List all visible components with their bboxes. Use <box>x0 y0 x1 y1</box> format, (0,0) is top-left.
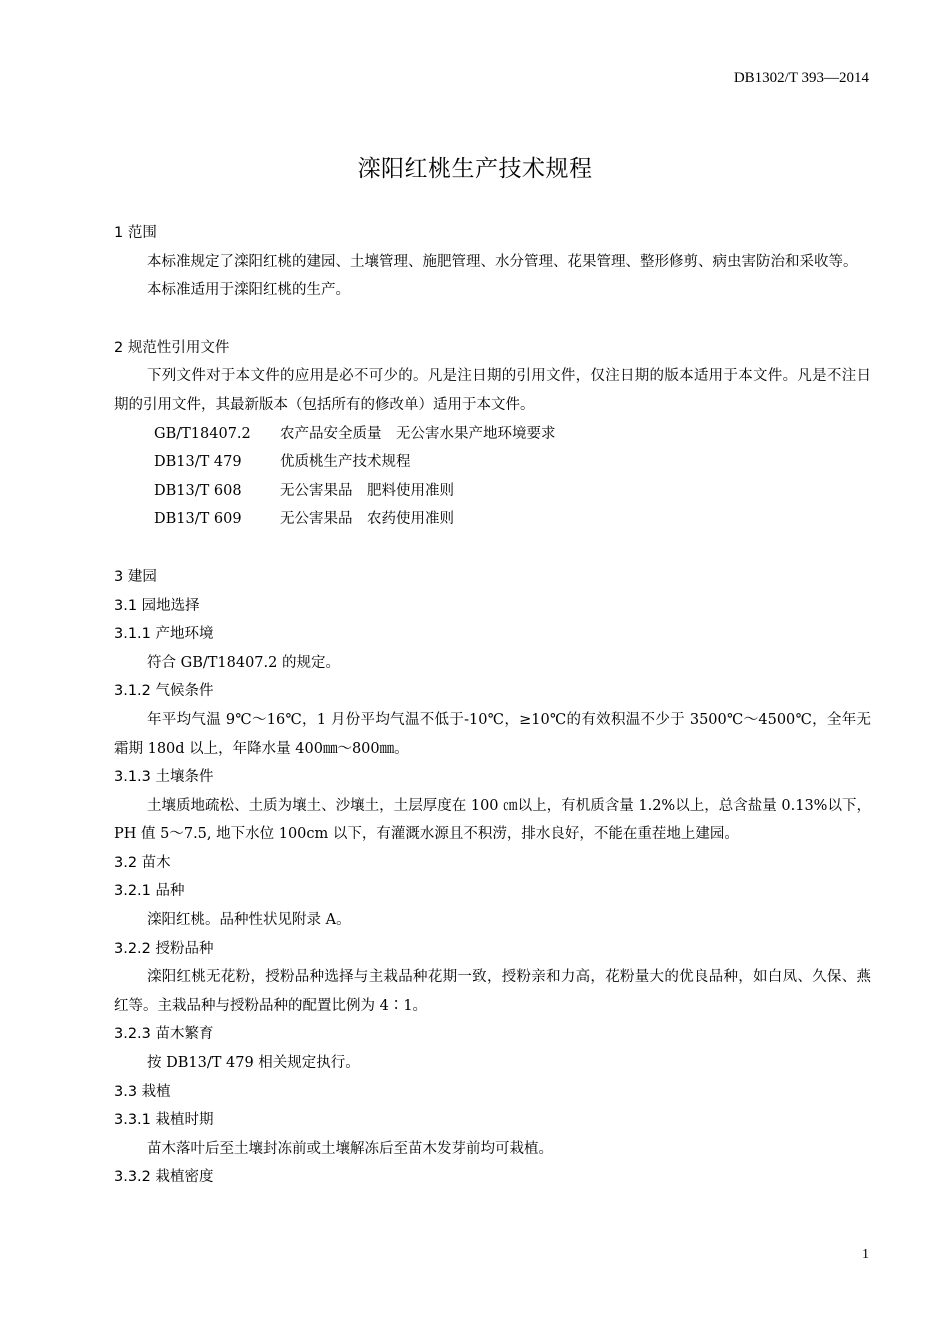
standard-code: DB1302/T 393—2014 <box>733 70 869 86</box>
subsection-heading: 3.2.3 苗木繁育 <box>114 1026 214 1043</box>
subsection-heading: 3.2.2 授粉品种 <box>114 940 214 957</box>
subsection-heading: 3.2 苗木 <box>114 854 171 871</box>
subsection-heading: 3.3.2 栽植密度 <box>114 1169 214 1186</box>
paragraph: 按 DB13/T 479 相关规定执行。 <box>147 1055 360 1072</box>
subsection-heading: 3.1.1 产地环境 <box>114 626 214 643</box>
reference-item <box>114 505 871 534</box>
section-heading: 2 规范性引用文件 <box>114 339 230 356</box>
subsection-heading: 3.3.1 栽植时期 <box>114 1112 214 1129</box>
reference-title: 优质桃生产技术规程 <box>280 454 411 471</box>
section-heading: 3 建园 <box>114 568 157 585</box>
paragraph: 本标准适用于滦阳红桃的生产。 <box>147 282 350 299</box>
document-body <box>114 219 871 1192</box>
paragraph: 年平均气温 9℃～16℃，1 月份平均气温不低于-10℃，≥10℃的有效积温不少于 3500℃～4500℃，全年无霜期 180d 以上，年降水量 400㎜～800㎜。 <box>114 711 871 757</box>
paragraph: 下列文件对于本文件的应用是必不可少的。凡是注日期的引用文件，仅注日期的版本适用于本文件。凡是不注日期的引用文件，其最新版本（包括所有的修改单）适用于本文件。 <box>114 368 871 413</box>
subsection-heading: 3.1.2 气候条件 <box>114 683 214 700</box>
paragraph: 滦阳红桃。品种性状见附录 A。 <box>147 912 351 929</box>
reference-title: 无公害果品 农药使用准则 <box>280 511 454 528</box>
paragraph: 符合 GB/T18407.2 的规定。 <box>147 654 340 671</box>
reference-item <box>114 420 871 449</box>
paragraph: 滦阳红桃无花粉，授粉品种选择与主栽品种花期一致，授粉亲和力高，花粉量大的优良品种，如白凤、久保、燕红等。主栽品种与授粉品种的配置比例为 4∶1。 <box>114 969 871 1014</box>
subsection-heading: 3.3 栽植 <box>114 1083 171 1100</box>
subsection-heading: 3.1 园地选择 <box>114 597 200 614</box>
reference-list <box>114 420 871 534</box>
reference-item <box>114 448 871 477</box>
paragraph: 土壤质地疏松、土质为壤土、沙壤土，土层厚度在 100 ㎝以上，有机质含量 1.2%以上，总含盐量 0.13%以下，PH 值 5～7.5, 地下水位 100cm 以下，有灌溉水源且不积涝，排水良好，不能在重茬地上建园。 <box>114 797 871 843</box>
reference-code: DB13/T 608 <box>154 482 242 499</box>
page-number: 1 <box>862 1247 869 1262</box>
reference-title: 无公害果品 肥料使用准则 <box>280 482 454 499</box>
subsection-heading: 3.1.3 土壤条件 <box>114 769 214 786</box>
document-title: 滦阳红桃生产技术规程 <box>357 156 593 182</box>
section-heading: 1 范围 <box>114 225 157 241</box>
reference-title: 农产品安全质量 无公害水果产地环境要求 <box>280 425 556 442</box>
reference-code: DB13/T 479 <box>154 454 242 471</box>
paragraph: 本标准规定了滦阳红桃的建园、土壤管理、施肥管理、水分管理、花果管理、整形修剪、病虫害防治和采收等。 <box>147 253 858 270</box>
paragraph: 苗木落叶后至土壤封冻前或土壤解冻后至苗木发芽前均可栽植。 <box>147 1140 553 1157</box>
reference-code: GB/T18407.2 <box>154 425 251 442</box>
subsection-heading: 3.2.1 品种 <box>114 883 185 900</box>
reference-code: DB13/T 609 <box>154 511 242 528</box>
reference-item <box>114 477 871 506</box>
